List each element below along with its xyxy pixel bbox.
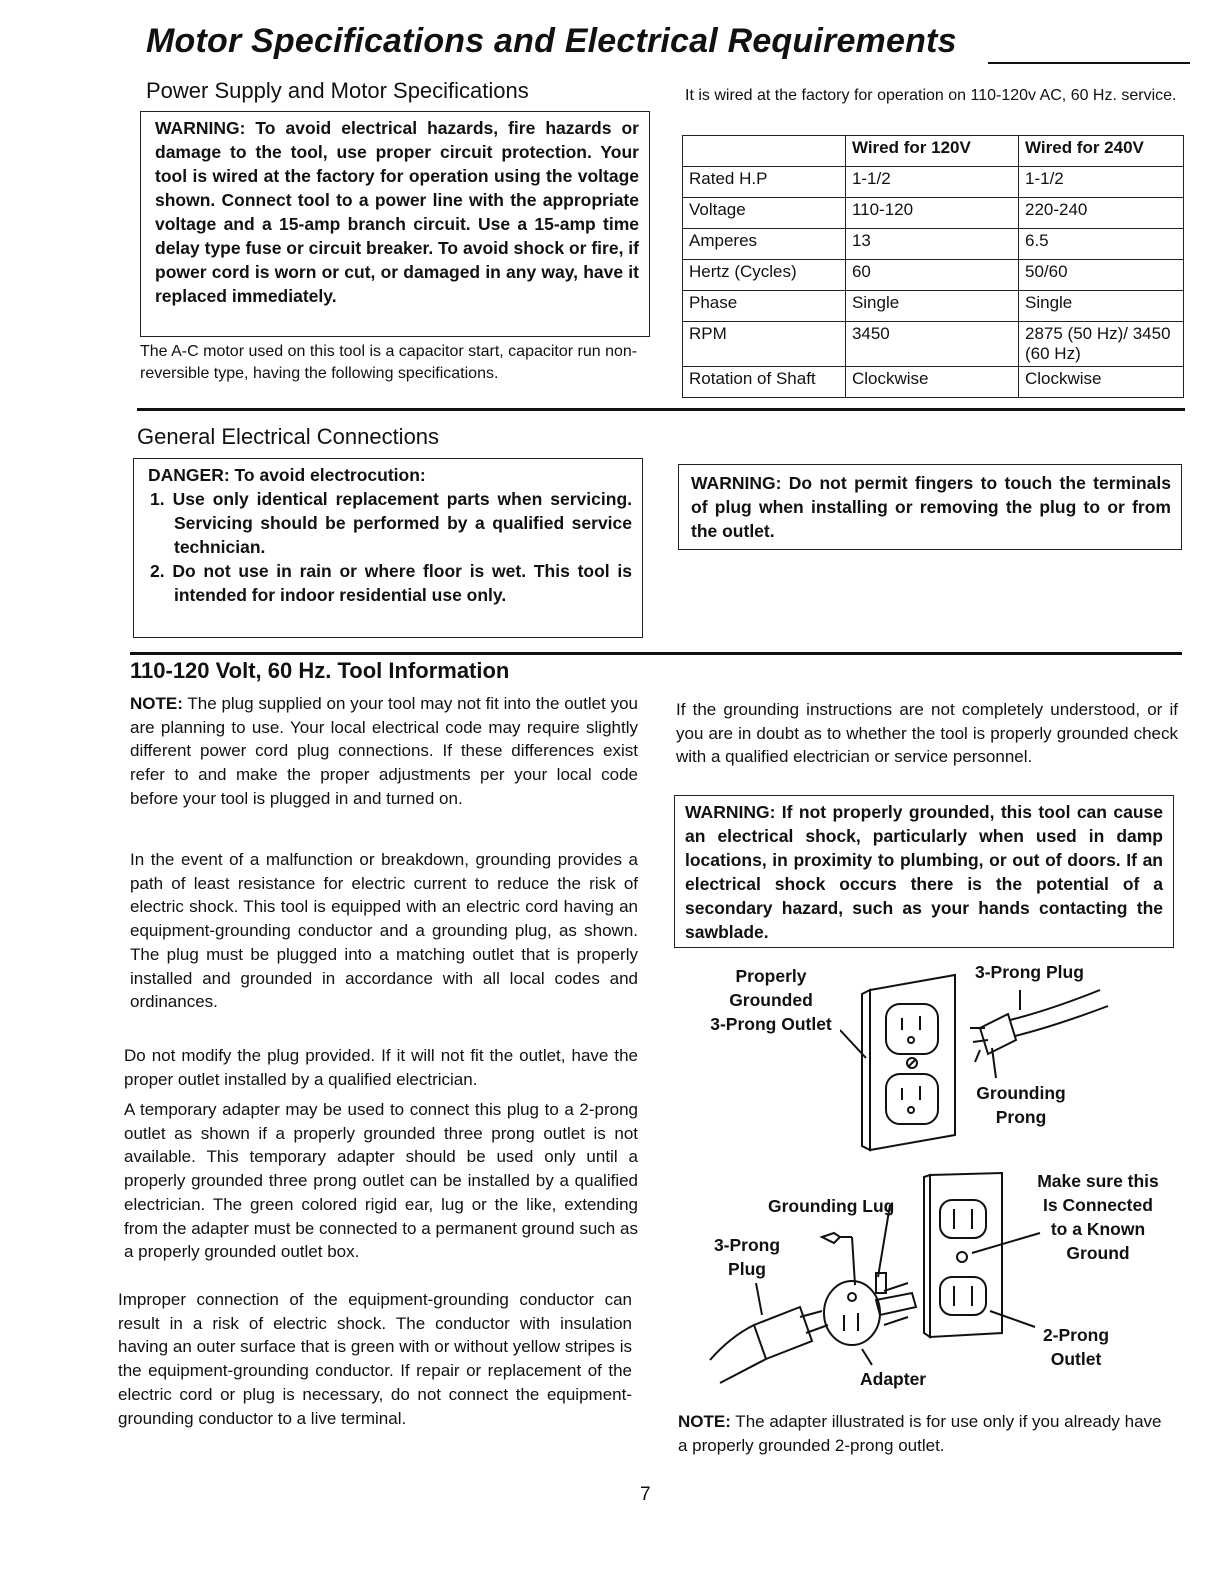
danger-item: 1. Use only identical replacement parts when servicing. Servicing should be performed by a qualified service technician. <box>150 489 632 557</box>
table-header-cell: Wired for 240V <box>1019 136 1184 167</box>
table-cell: 110-120 <box>845 198 1018 229</box>
outlet-label-line: Properly <box>735 966 807 986</box>
power-supply-heading: Power Supply and Motor Specifications <box>146 78 529 103</box>
table-cell: 1-1/2 <box>845 167 1018 198</box>
table-row <box>683 322 1184 367</box>
table-cell: 2875 (50 Hz)/ 3450 (60 Hz) <box>1019 322 1184 367</box>
table-cell: Clockwise <box>1019 367 1184 398</box>
table-row <box>683 167 1184 198</box>
section-divider <box>130 652 1182 655</box>
plug-label: 3-Prong Plug <box>975 962 1084 982</box>
shock-warning-box <box>674 795 1174 948</box>
table-cell: Single <box>1019 291 1184 322</box>
table-cell: Amperes <box>683 229 846 260</box>
adapter-plug-label-line: Plug <box>728 1259 766 1279</box>
table-row <box>683 229 1184 260</box>
grounded-outlet-illustration <box>840 970 1130 1160</box>
adapter-note <box>678 1410 1168 1457</box>
table-header-row <box>683 136 1184 167</box>
page-title: Motor Specifications and Electrical Requirements <box>146 22 957 60</box>
power-warning-text: WARNING: To avoid electrical hazards, fire hazards or damage to the tool, use proper circuit protection. Your tool is wired at the factory for operation using the voltage shown. Connect tool to a power line with the appropriate voltage and a 15-amp branch circuit. Use a 15-amp time delay type fuse or circuit breaker. To avoid shock or fire, if power cord is worn or cut, or damaged in any way, have it replaced immediately. <box>155 118 640 306</box>
note2-label: NOTE: <box>678 1412 731 1431</box>
ground-label-line: to a Known <box>1050 1219 1146 1239</box>
outlet-label-line: Grounded <box>729 990 813 1010</box>
table-cell: 6.5 <box>1019 229 1184 260</box>
table-cell: 1-1/2 <box>1019 167 1184 198</box>
outlet-label-line: 3-Prong Outlet <box>710 1014 832 1034</box>
tool-info-heading-text: 110-120 Volt, 60 Hz. Tool Information <box>130 658 510 683</box>
table-row <box>683 367 1184 398</box>
power-warning-box <box>140 111 650 337</box>
adapter-paragraph: A temporary adapter may be used to connect this plug to a 2-prong outlet as shown if a properly grounded three prong outlet is not available. This temporary adapter should be used only until a properly grounded three prong outlet can be installed by a qualified electrician. The green colored rigid ear, lug or the like, extending from the adapter must be connected to a permanent ground such as a properly grounded outlet box. <box>124 1100 638 1262</box>
table-header-cell: Wired for 120V <box>845 136 1018 167</box>
outlet-label <box>696 964 846 1036</box>
note-label: NOTE: <box>130 694 183 713</box>
table-cell: Clockwise <box>845 367 1018 398</box>
plug-warning-text: WARNING: Do not permit fingers to touch the terminals of plug when installing or removing the plug to or from the outlet. <box>691 473 1171 541</box>
spec-table <box>682 135 1184 398</box>
table-cell: Single <box>845 291 1018 322</box>
general-heading: General Electrical Connections <box>137 424 440 449</box>
table-row <box>683 198 1184 229</box>
table-row <box>683 260 1184 291</box>
ground-label-line: Ground <box>1066 1243 1130 1263</box>
title-rule <box>988 62 1190 64</box>
prong-label-line: Grounding <box>976 1083 1066 1103</box>
ground-label-line: Make sure this <box>1037 1171 1159 1191</box>
ground-label-line: Is Connected <box>1043 1195 1153 1215</box>
tool-info-heading <box>130 658 509 684</box>
tool-note <box>130 692 638 811</box>
two-prong-label-line: 2-Prong <box>1042 1325 1110 1345</box>
table-cell: RPM <box>683 322 846 367</box>
table-cell: 50/60 <box>1019 260 1184 291</box>
table-row <box>683 291 1184 322</box>
instructions-paragraph: If the grounding instructions are not completely understood, or if you are in doubt as to whether the tool is properly grounded check with a qualified electrician or service personnel. <box>676 700 1178 767</box>
two-prong-label-line: Outlet <box>1050 1349 1102 1369</box>
note2-text: The adapter illustrated is for use only if you already have a properly grounded 2-prong outlet. <box>678 1412 1162 1455</box>
table-cell: 60 <box>845 260 1018 291</box>
adapter-illustration <box>690 1165 1050 1390</box>
danger-item: 2. Do not use in rain or where floor is wet. This tool is intended for indoor residential use only. <box>150 561 632 605</box>
motor-description: The A-C motor used on this tool is a capacitor start, capacitor run non-reversible type, having the following specifications. <box>140 343 638 382</box>
table-cell: 13 <box>845 229 1018 260</box>
danger-title: DANGER: To avoid electrocution: <box>148 465 426 485</box>
danger-box <box>133 458 643 638</box>
wired-description: It is wired at the factory for operation on 110-120v AC, 60 Hz. service. <box>685 87 1177 104</box>
prong-label-line: Prong <box>995 1107 1047 1127</box>
table-cell: 220-240 <box>1019 198 1184 229</box>
table-cell: Voltage <box>683 198 846 229</box>
table-cell: Rated H.P <box>683 167 846 198</box>
conductor-paragraph: Improper connection of the equipment-grounding conductor can result in a risk of electric shock. The conductor with insulation having an outer surface that is green with or without yellow stripes is the equipment-grounding conductor. If repair or replacement of the electric cord or plug is necessary, do not connect the equipment-grounding conductor to a live terminal. <box>118 1290 632 1428</box>
table-cell: Rotation of Shaft <box>683 367 846 398</box>
table-cell: Hertz (Cycles) <box>683 260 846 291</box>
note-text: The plug supplied on your tool may not fit into the outlet you are planning to use. Your local electrical code may require slightly different power cord plug connections. If these differences exist refer to and make the proper adjustments per your local code before your tool is plugged in and turned on. <box>130 694 638 808</box>
grounding-paragraph: In the event of a malfunction or breakdown, grounding provides a path of least resistance for electric current to reduce the risk of electric shock. This tool is equipped with an electric cord having an equipment-grounding conductor and a grounding plug, as shown. The plug must be plugged into a matching outlet that is properly installed and grounded in accordance with all local codes and ordinances. <box>130 850 638 1012</box>
adapter-label: Adapter <box>860 1369 927 1389</box>
table-cell: Phase <box>683 291 846 322</box>
section-divider <box>137 408 1185 411</box>
table-header-cell <box>683 136 846 167</box>
table-cell: 3450 <box>845 322 1018 367</box>
shock-warning-text: WARNING: If not properly grounded, this tool can cause an electrical shock, particularly when used in damp locations, in proximity to plumbing, or out of doors. If an electrical shock occurs there is the potential of a secondary hazard, such as your hands contacting the sawblade. <box>685 802 1163 942</box>
page-number: 7 <box>640 1484 651 1505</box>
modify-paragraph: Do not modify the plug provided. If it will not fit the outlet, have the proper outlet installed by a qualified electrician. <box>124 1046 638 1089</box>
adapter-plug-label-line: 3-Prong <box>713 1235 781 1255</box>
plug-warning-box <box>678 464 1182 550</box>
lug-label: Grounding Lug <box>768 1196 895 1216</box>
